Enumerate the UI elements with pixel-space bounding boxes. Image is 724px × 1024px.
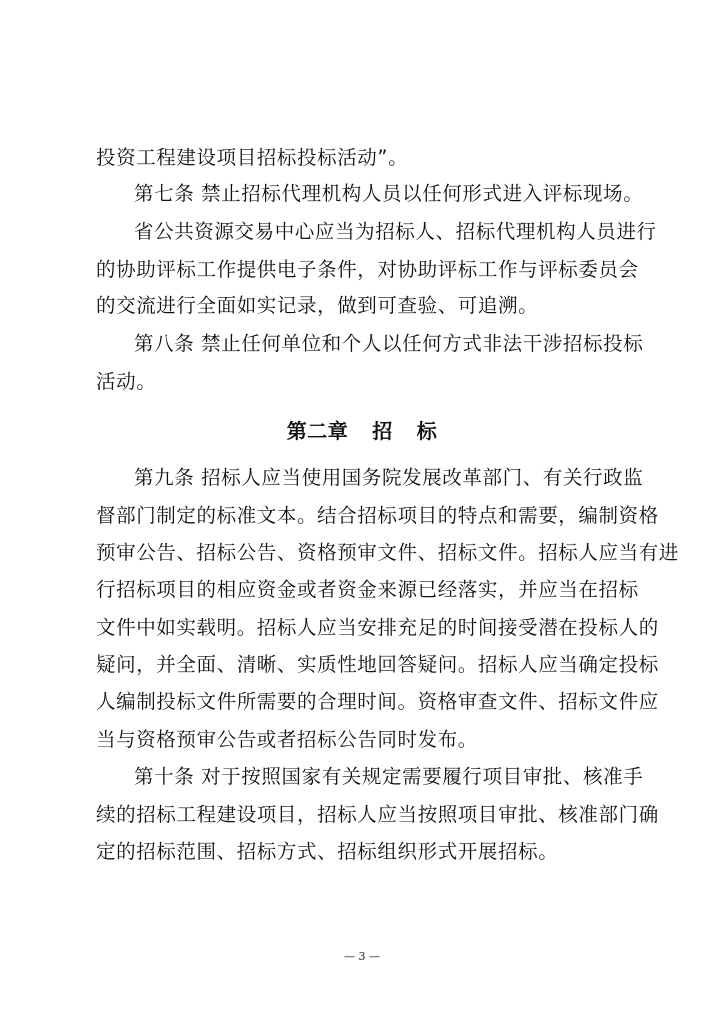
text-line: 活动。 [96,370,157,393]
chapter-title-char: 招 [372,419,393,443]
page-number: — 3 — [344,950,380,963]
text-line: 行招标项目的相应资金或者资金来源已经落实，并应当在招标 [96,578,639,601]
text-line: 的协助评标工作提供电子条件，对协助评标工作与评标委员会 [96,258,639,281]
text-line: 投资工程建设项目招标投标活动”。 [96,146,409,169]
text-line: 续的招标工程建设项目，招标人应当按照项目审批、核准部门确 [96,803,659,826]
text-line: 人编制投标文件所需要的合理时间。资格审查文件、招标文件应 [96,690,659,713]
text-line: 文件中如实载明。招标人应当安排充足的时间接受潜在投标人的 [96,616,659,639]
text-line: 当与资格预审公告或者招标公告同时发布。 [96,728,478,751]
text-line: 定的招标范围、招标方式、招标组织形式开展招标。 [96,840,559,863]
text-line: 疑问，并全面、清晰、实质性地回答疑问。招标人应当确定投标 [96,653,659,676]
text-line: 督部门制定的标准文本。结合招标项目的特点和需要，编制资格 [96,504,659,527]
article-10-line: 第十条 对于按照国家有关规定需要履行项目审批、核准手 [134,765,644,788]
text-line: 预审公告、招标公告、资格预审文件、招标文件。招标人应当有进 [96,541,679,564]
article-8-line: 第八条 禁止任何单位和个人以任何方式非法干涉招标投标 [134,332,644,355]
chapter-heading [0,418,724,444]
article-9-line: 第九条 招标人应当使用国务院发展改革部门、有关行政监 [134,466,644,489]
article-7-line: 第七条 禁止招标代理机构人员以任何形式进入评标现场。 [134,182,644,205]
chapter-title-char: 标 [416,419,438,443]
text-line: 的交流进行全面如实记录，做到可查验、可追溯。 [96,294,539,317]
chapter-number: 第二章 [286,419,349,443]
text-line: 省公共资源交易中心应当为招标人、招标代理机构人员进行 [134,220,657,243]
